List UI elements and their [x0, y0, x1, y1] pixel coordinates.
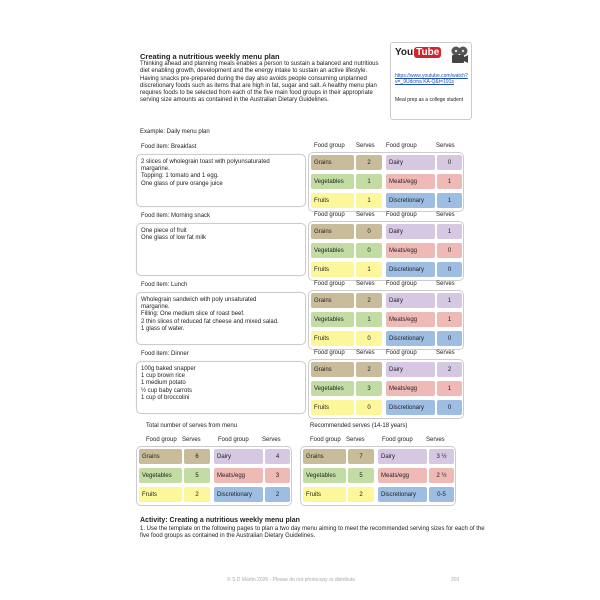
food-group-header: Food group — [314, 350, 345, 356]
meal-description-line: One glass of low fat milk — [141, 235, 207, 242]
example-label: Example: Daily menu plan — [140, 129, 210, 135]
food-group-label: Discretionary — [386, 331, 435, 346]
meal-label: Food item: Dinner — [141, 351, 189, 357]
serves-header: Serves — [356, 212, 375, 218]
serves-header: Serves — [346, 437, 365, 443]
serves-header: Serves — [182, 437, 201, 443]
totals-serves-grid — [136, 446, 292, 506]
meals-0-serves-grid — [308, 152, 464, 212]
food-group-label: Fruits — [139, 487, 182, 502]
food-group-label: Grains — [139, 449, 182, 464]
intro-paragraph: Thinking ahead and planning meals enables a person to sustain a balanced and nutritious diet enabling growth, development and the energy intake to sustain an active lifestyle. Having snacks pre-prepared during the day also avoids people consuming unplanned discretionary foods such as items that are high in fat, sugar and salt. A healthy menu plan requires foods to be selected from each of the five main food groups in their appropriate serving size amounts as contained in the Australian Dietary Guidelines. — [140, 61, 379, 104]
serves-value: 2 — [356, 293, 382, 308]
food-group-header: Food group — [146, 437, 177, 443]
page-number: 203 — [451, 577, 460, 583]
food-group-header: Food group — [386, 350, 417, 356]
food-group-label: Discretionary — [386, 400, 435, 415]
meal-description-line: 100g baked snapper — [141, 366, 196, 372]
serves-header: Serves — [262, 437, 281, 443]
serves-header: Serves — [436, 281, 455, 287]
serves-value: 1 — [437, 193, 462, 208]
food-group-label: Discretionary — [214, 487, 263, 502]
food-group-label: Fruits — [311, 262, 354, 277]
food-group-label: Vegetables — [311, 381, 354, 396]
food-group-label: Meats/egg — [386, 312, 435, 327]
meal-description — [136, 223, 306, 276]
totals-title: Total number of serves from menu — [146, 423, 238, 429]
food-group-label: Dairy — [386, 362, 435, 377]
meal-description-line: ½ cup baby carrots — [141, 387, 193, 394]
serves-value: 2 ½ — [429, 468, 454, 483]
food-group-label: Vegetables — [139, 468, 182, 483]
food-group-label: Dairy — [386, 293, 435, 308]
food-group-label: Fruits — [303, 487, 346, 502]
food-group-label: Meats/egg — [214, 468, 263, 483]
food-group-label: Fruits — [311, 193, 354, 208]
food-group-label: Vegetables — [311, 243, 354, 258]
food-group-label: Dairy — [386, 224, 435, 239]
serves-value: 1 — [356, 174, 382, 189]
film-reel-icon — [449, 45, 469, 65]
serves-value: 1 — [437, 224, 462, 239]
serves-value: 6 — [184, 449, 210, 464]
serves-value: 2 — [356, 362, 382, 377]
serves-value: 1 — [437, 174, 462, 189]
food-group-label: Dairy — [378, 449, 427, 464]
meal-label: Food item: Morning snack — [141, 213, 211, 219]
food-group-header: Food group — [218, 437, 249, 443]
food-group-header: Food group — [314, 281, 345, 287]
serves-value: 0 — [437, 262, 462, 277]
activity-text: 1. Use the template on the following pages to plan a two day menu aiming to meet the recommended serving sizes for each of the five food groups as contained in the Australian Dietary Guidelines. — [140, 526, 485, 540]
food-group-label: Meats/egg — [386, 174, 435, 189]
meal-description-line: margarine. — [141, 304, 170, 311]
serves-value: 4 — [265, 449, 290, 464]
meal-description-line: 1 medium potato — [141, 380, 186, 387]
meal-description-line: 1 cup of broccolini — [141, 394, 190, 401]
copyright-footer: © S D Martin 2026 - Please do not photocopy or distribute — [227, 577, 356, 583]
serves-value: 7 — [348, 449, 374, 464]
serves-header: Serves — [356, 350, 375, 356]
serves-value: 0 — [356, 243, 382, 258]
activity-title: Activity: Creating a nutritious weekly menu plan — [140, 517, 300, 524]
serves-value: 1 — [437, 381, 462, 396]
serves-value: 2 — [356, 155, 382, 170]
meal-description — [136, 361, 306, 414]
food-group-label: Vegetables — [311, 174, 354, 189]
food-group-label: Grains — [311, 224, 354, 239]
serves-header: Serves — [436, 212, 455, 218]
food-group-label: Fruits — [311, 331, 354, 346]
food-group-label: Fruits — [311, 400, 354, 415]
serves-value: 0-5 — [429, 487, 454, 502]
meal-description-line: 2 slices of wholegrain toast with polyunsaturated — [141, 159, 270, 165]
serves-header: Serves — [436, 143, 455, 149]
serves-value: 2 — [184, 487, 210, 502]
meal-description-line: 1 glass of water. — [141, 325, 185, 332]
food-group-label: Meats/egg — [378, 468, 427, 483]
food-group-label: Dairy — [386, 155, 435, 170]
meal-description-line: margarine. — [141, 166, 170, 173]
serves-value: 2 — [348, 487, 374, 502]
serves-value: 1 — [356, 262, 382, 277]
meal-description-line: Wholegrain sandwich with poly unsaturated — [141, 297, 257, 303]
serves-value: 1 — [437, 293, 462, 308]
meal-description-line: 1 cup brown rice — [141, 373, 186, 380]
serves-value: 2 — [265, 487, 290, 502]
youtube-caption: Meal prep as a college student — [395, 97, 464, 103]
food-group-label: Grains — [311, 155, 354, 170]
food-group-label: Grains — [311, 362, 354, 377]
food-group-header: Food group — [382, 437, 413, 443]
serves-value: 0 — [437, 331, 462, 346]
serves-header: Serves — [426, 437, 445, 443]
youtube-link[interactable]: https://www.youtube.com/watch?v=_9Udcma KA-Q&t=191s — [395, 73, 468, 86]
serves-value: 0 — [437, 155, 462, 170]
serves-value: 3 — [265, 468, 290, 483]
youtube-logo: You Tube — [395, 47, 440, 58]
meal-description-line: One glass of pure orange juice — [141, 180, 223, 187]
serves-value: 1 — [356, 312, 382, 327]
serves-header: Serves — [356, 281, 375, 287]
food-group-label: Meats/egg — [386, 381, 435, 396]
food-group-label: Discretionary — [378, 487, 427, 502]
serves-value: 5 — [348, 468, 374, 483]
food-group-header: Food group — [386, 143, 417, 149]
serves-value: 3 — [356, 381, 382, 396]
meals-2-serves-grid — [308, 290, 464, 350]
food-group-header: Food group — [314, 143, 345, 149]
serves-value: 2 — [437, 362, 462, 377]
serves-value: 3 ½ — [429, 449, 454, 464]
food-group-header: Food group — [386, 212, 417, 218]
meal-description-line: One piece of fruit — [141, 228, 187, 234]
serves-value: 0 — [356, 400, 382, 415]
serves-value: 1 — [437, 312, 462, 327]
meal-description-line: Filling: One medium slice of roast beef. — [141, 311, 245, 318]
meal-description-line: 2 thin slices of reduced fat cheese and mixed salad. — [141, 318, 279, 325]
meal-description — [136, 292, 306, 345]
recommended-serves-grid — [300, 446, 456, 506]
food-group-header: Food group — [310, 437, 341, 443]
serves-header: Serves — [436, 350, 455, 356]
meal-label: Food item: Lunch — [141, 282, 188, 288]
food-group-header: Food group — [314, 212, 345, 218]
meal-description-line: Topping: 1 tomato and 1 egg. — [141, 173, 219, 180]
food-group-label: Vegetables — [303, 468, 346, 483]
meals-3-serves-grid — [308, 359, 464, 419]
meal-label: Food item: Breakfast — [141, 144, 197, 150]
serves-header: Serves — [356, 143, 375, 149]
serves-value: 0 — [437, 243, 462, 258]
meals-1-serves-grid — [308, 221, 464, 281]
serves-value: 0 — [356, 331, 382, 346]
food-group-header: Food group — [386, 281, 417, 287]
youtube-card[interactable] — [390, 42, 472, 120]
serves-value: 1 — [356, 193, 382, 208]
meal-description — [136, 154, 306, 207]
food-group-label: Grains — [303, 449, 346, 464]
page-title: Creating a nutritious weekly menu plan — [140, 52, 280, 61]
serves-value: 5 — [184, 468, 210, 483]
food-group-label: Vegetables — [311, 312, 354, 327]
food-group-label: Dairy — [214, 449, 263, 464]
food-group-label: Discretionary — [386, 193, 435, 208]
food-group-label: Discretionary — [386, 262, 435, 277]
food-group-label: Grains — [311, 293, 354, 308]
recommended-title: Recommended serves (14-18 years) — [310, 423, 408, 429]
serves-value: 0 — [356, 224, 382, 239]
food-group-label: Meats/egg — [386, 243, 435, 258]
serves-value: 0 — [437, 400, 462, 415]
